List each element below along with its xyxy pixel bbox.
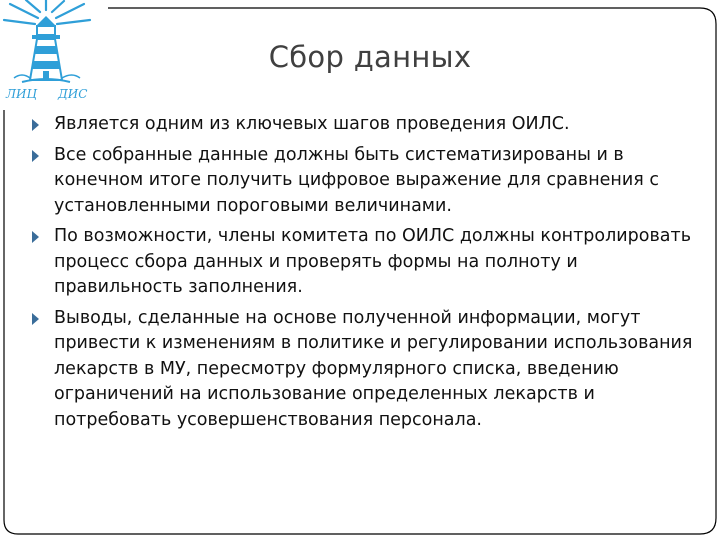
bullet-arrow-icon: [32, 119, 39, 131]
bullet-item: [28, 306, 698, 434]
slide-title: Сбор данных: [268, 40, 472, 74]
bullet-list: [28, 112, 698, 438]
lighthouse-logo-icon: [0, 0, 98, 108]
bullet-arrow-icon: [32, 150, 39, 162]
bullet-text: Является одним из ключевых шагов проведения ОИЛС.: [54, 114, 570, 134]
bullet-item: [28, 224, 698, 301]
bullet-item: [28, 143, 698, 220]
bullet-text: По возможности, члены комитета по ОИЛС должны контролировать процесс сбора данных и проверять формы на полноту и правильность заполнения.: [54, 226, 692, 297]
bullet-arrow-icon: [32, 313, 39, 325]
logo-text-right: ДИС: [58, 87, 88, 101]
logo-text-left: ЛИЦ: [6, 87, 37, 101]
bullet-arrow-icon: [32, 231, 39, 243]
bullet-text: Выводы, сделанные на основе полученной информации, могут привести к изменениям в политике и регулировании использования лекарств в МУ, пересмотру формулярного списка, введению ограничений на использование определенных лекарств и потребовать усовершенствования персонала.: [54, 307, 693, 430]
bullet-item: [28, 112, 698, 138]
bullet-text: Все собранные данные должны быть систематизированы и в конечном итоге получить цифровое выражение для сравнения с установленными пороговыми величинами.: [54, 144, 659, 216]
